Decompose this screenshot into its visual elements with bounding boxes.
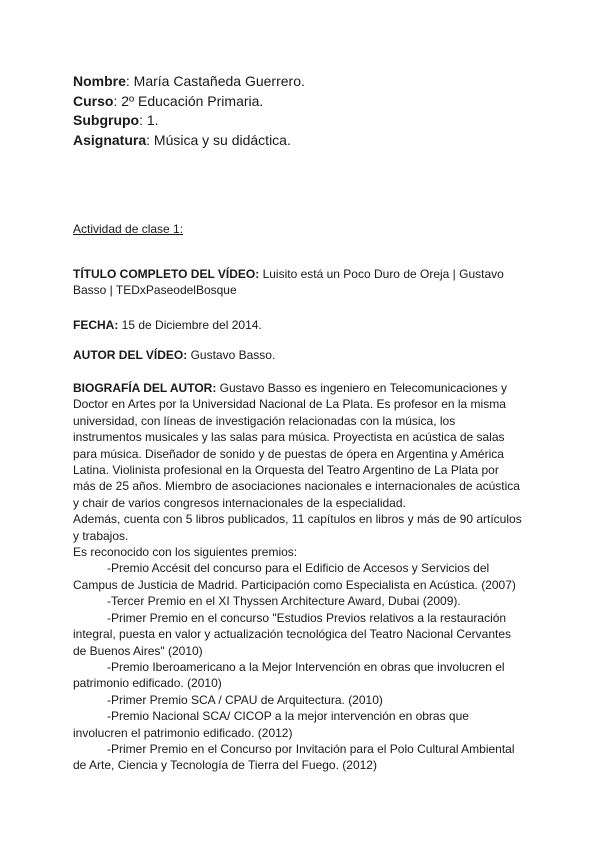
award-item: -Primer Premio SCA / CPAU de Arquitectura. (2010): [107, 692, 383, 707]
biography-section: BIOGRAFÍA DEL AUTOR: Gustavo Basso es ingeniero en Telecomunicaciones y Doctor en Artes por la Universidad Nacional de La Plata. Es profesor en la misma universidad, con líneas de investigación relacionadas con la música, los instrumentos musicales y las salas para música. Proyectista en acústica de salas para música. Diseñador de sonido y de puestas de ópera en Argentina y América Latina. Violinista profesional en la Orquesta del Teatro Argentino de La Plata por más de 25 años. Miembro de asociaciones nacionales e internacionales de acústica y chair de varios congresos internacionales de la especialidad. Además, cuenta con 5 libros publicados, 11 capítulos en libros y más de 90 artículos y trabajos. Es reconocido con los siguientes premios: -Premio Accésit del concurso para el Edificio de Accesos y Servicios del Campus de Justicia de Madrid. Participación como Especialista en Acústica. (2007) -Tercer Premio en el XI Thyssen Architecture Award, Dubai (2009). -Primer Premio en el concurso "Estudios Previos relativos a la restauración integral, puesta en valor y actualización tecnológica del Teatro Nacional Cervantes de Buenos Aires" (2010) -Premio Iberoamericano a la Mejor Intervención en obras que involucren el patrimonio edificado. (2010) -Primer Premio SCA / CPAU de Arquitectura. (2010) -Premio Nacional SCA/ CICOP a la mejor intervención en obras que involucren el patrimonio edificado. (2012) -Primer Premio en el Concurso por Invitación para el Polo Cultural Ambiental de Arte, Ciencia y Tecnología de Tierra del Fuego. (2012): [73, 380, 533, 774]
subject-line: Asignatura: Música y su didáctica.: [73, 131, 291, 148]
award-item: -Tercer Premio en el XI Thyssen Architecture Award, Dubai (2009).: [107, 594, 461, 609]
award-item: -Primer Premio en el concurso "Estudios Previos relativos a la restauración integral, puesta en valor y actualización tecnológica del Teatro Nacional Cervantes de Buenos Aires" (2010): [73, 610, 512, 658]
award-item: -Premio Iberoamericano a la Mejor Intervención en obras que involucren el patrimonio edificado. (2010): [73, 659, 505, 691]
award-item: -Premio Accésit del concurso para el Edificio de Accesos y Servicios del Campus de Justicia de Madrid. Participación como Especialista en Acústica. (2007): [73, 561, 516, 592]
course-line: Curso: 2º Educación Primaria.: [73, 92, 264, 109]
subgroup-line: Subgrupo: 1.: [73, 112, 159, 128]
student-header: [73, 72, 305, 150]
author-section: AUTOR DEL VÍDEO: Gustavo Basso.: [73, 348, 276, 362]
award-item: -Premio Nacional SCA/ CICOP a la mejor intervención en obras que involucren el patrimonio edificado. (2012): [73, 709, 469, 740]
awards-list: [73, 560, 533, 773]
activity-title: Actividad de clase 1:: [73, 222, 184, 236]
video-title-section: TÍTULO COMPLETO DEL VÍDEO: Luisito está un Poco Duro de Oreja | Gustavo Basso | TEDxPaseodelBosque: [73, 267, 504, 298]
name-line: Nombre: María Castañeda Guerrero.: [73, 73, 305, 89]
date-section: FECHA: 15 de Diciembre del 2014.: [73, 318, 262, 332]
award-item: -Primer Premio en el Concurso por Invitación para el Polo Cultural Ambiental de Arte, Ciencia y Tecnología de Tierra del Fuego. (2012): [73, 741, 515, 773]
